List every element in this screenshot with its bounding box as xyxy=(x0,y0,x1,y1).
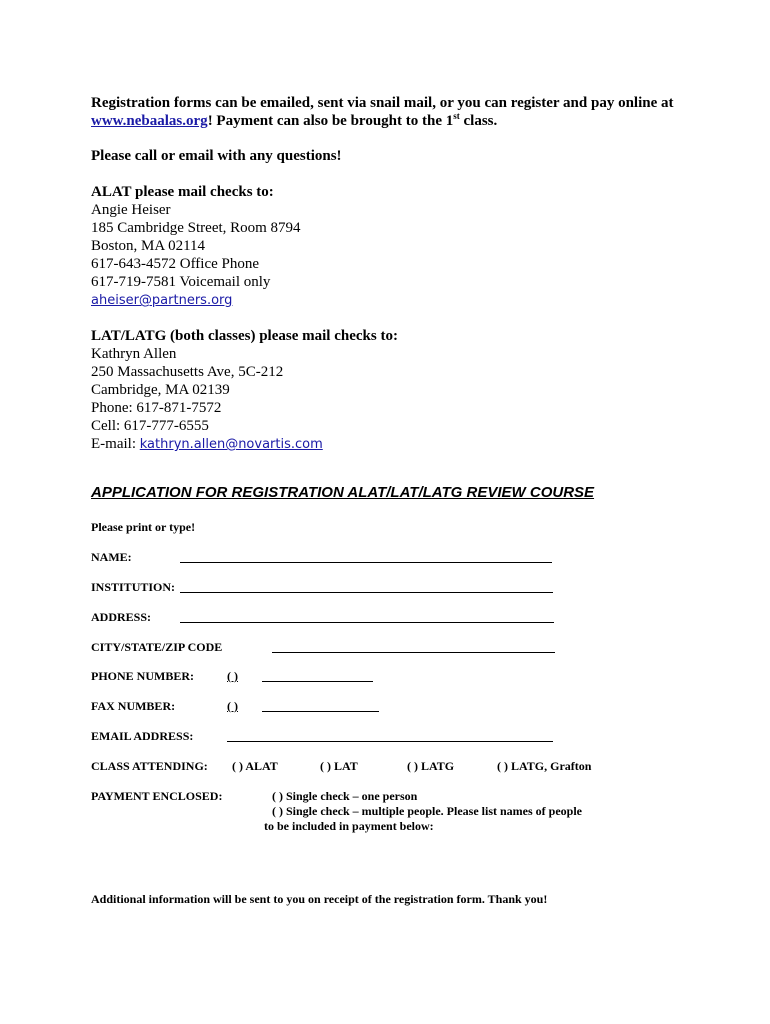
latg-street: 250 Massachusetts Ave, 5C-212 xyxy=(91,364,284,380)
alat-contact-name: Angie Heiser xyxy=(91,202,171,218)
application-title: APPLICATION FOR REGISTRATION ALAT/LAT/LATG REVIEW COURSE xyxy=(91,484,595,501)
questions-line: Please call or email with any questions! xyxy=(91,148,342,164)
phone-field[interactable] xyxy=(262,681,373,682)
alat-mailing-block xyxy=(91,183,301,310)
latg-heading: LAT/LATG (both classes) please mail checks to: xyxy=(91,328,398,344)
latg-cell: Cell: 617-777-6555 xyxy=(91,418,209,434)
class-option-alat[interactable]: ( ) ALAT xyxy=(232,759,278,773)
intro-paragraph xyxy=(91,94,731,130)
institution-field[interactable] xyxy=(180,592,553,593)
latg-email-row xyxy=(91,435,398,454)
intro-line-1: Registration forms can be emailed, sent via snail mail, or you can register and pay online at xyxy=(91,95,674,111)
institution-label: INSTITUTION: xyxy=(91,580,176,594)
alat-heading: ALAT please mail checks to: xyxy=(91,184,274,200)
class-option-latg-grafton[interactable]: ( ) LATG, Grafton xyxy=(497,759,592,773)
latg-mailing-block xyxy=(91,327,398,454)
city-state-zip-label: CITY/STATE/ZIP CODE xyxy=(91,640,223,654)
phone-label: PHONE NUMBER: xyxy=(91,669,194,683)
intro-line-2 xyxy=(91,112,731,130)
payment-option-multiple-continued: to be included in payment below: xyxy=(264,819,434,833)
latg-phone: Phone: 617-871-7572 xyxy=(91,400,222,416)
payment-option-single[interactable]: ( ) Single check – one person xyxy=(272,789,418,803)
latg-contact-name: Kathryn Allen xyxy=(91,346,177,362)
alat-city: Boston, MA 02114 xyxy=(91,238,206,254)
intro-line-2-end: class. xyxy=(459,113,498,129)
latg-email-label: E-mail: xyxy=(91,436,140,452)
fax-field[interactable] xyxy=(262,711,379,712)
alat-office-phone: 617-643-4572 Office Phone xyxy=(91,256,260,272)
email-field[interactable] xyxy=(227,741,553,742)
alat-street: 185 Cambridge Street, Room 8794 xyxy=(91,220,301,236)
fax-label: FAX NUMBER: xyxy=(91,699,176,713)
city-state-zip-field[interactable] xyxy=(272,652,555,653)
name-label: NAME: xyxy=(91,550,132,564)
phone-area-code-paren[interactable]: ( ) xyxy=(227,669,238,683)
address-field[interactable] xyxy=(180,622,554,623)
class-option-latg[interactable]: ( ) LATG xyxy=(407,759,455,773)
alat-voicemail: 617-719-7581 Voicemail only xyxy=(91,274,271,290)
intro-superscript: st xyxy=(453,111,460,121)
footer-note: Additional information will be sent to you on receipt of the registration form. Thank you! xyxy=(91,892,548,906)
payment-option-multiple[interactable]: ( ) Single check – multiple people. Please list names of people xyxy=(272,804,582,818)
class-attending-label: CLASS ATTENDING: xyxy=(91,759,208,773)
alat-email-link[interactable]: aheiser@partners.org xyxy=(91,293,233,308)
class-option-lat[interactable]: ( ) LAT xyxy=(320,759,358,773)
payment-enclosed-label: PAYMENT ENCLOSED: xyxy=(91,789,223,803)
latg-city: Cambridge, MA 02139 xyxy=(91,382,230,398)
address-label: ADDRESS: xyxy=(91,610,152,624)
website-link[interactable]: www.nebaalas.org xyxy=(91,113,208,129)
latg-email-link[interactable]: kathryn.allen@novartis.com xyxy=(139,437,323,452)
email-label: EMAIL ADDRESS: xyxy=(91,729,194,743)
name-field[interactable] xyxy=(180,562,552,563)
intro-line-2-text: ! Payment can also be brought to the 1 xyxy=(207,113,454,129)
fax-area-code-paren[interactable]: ( ) xyxy=(227,699,238,713)
print-note: Please print or type! xyxy=(91,520,196,534)
